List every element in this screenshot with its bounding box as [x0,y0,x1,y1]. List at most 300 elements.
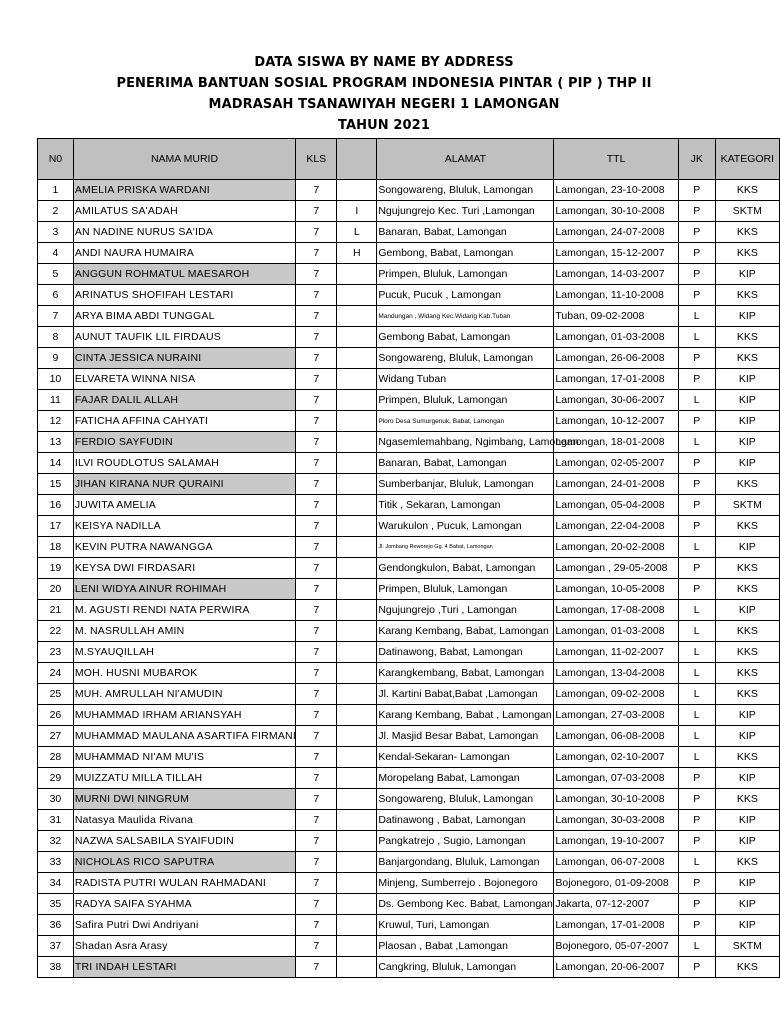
cell-jk: L [678,600,715,621]
cell-ttl: Lamongan, 17-01-2008 [554,915,678,936]
cell-no: 18 [38,537,74,558]
cell-no: 2 [38,201,74,222]
cell-kategori: KKS [715,747,779,768]
cell-alamat: Banaran, Babat, Lamongan [377,222,554,243]
cell-no: 6 [38,285,74,306]
cell-nama: MURNI DWI NINGRUM [73,789,295,810]
cell-extra [337,579,377,600]
cell-alamat: Ngujungrejo Kec. Turi ,Lamongan [377,201,554,222]
table-row [38,894,780,915]
cell-kategori: KIP [715,453,779,474]
cell-jk: P [678,957,715,978]
cell-kategori: KKS [715,621,779,642]
cell-kls: 7 [296,957,337,978]
cell-extra [337,390,377,411]
cell-kls: 7 [296,432,337,453]
cell-kategori: KIP [715,306,779,327]
cell-alamat: Songowareng, Bluluk, Lamongan [377,180,554,201]
cell-extra [337,936,377,957]
cell-ttl: Lamongan, 11-10-2008 [554,285,678,306]
cell-alamat: Jl. Kartini Babat,Babat ,Lamongan [377,684,554,705]
cell-kls: 7 [296,810,337,831]
cell-jk: L [678,642,715,663]
cell-jk: P [678,201,715,222]
cell-kategori: KIP [715,768,779,789]
cell-ttl: Lamongan, 30-10-2008 [554,789,678,810]
cell-jk: L [678,327,715,348]
cell-kls: 7 [296,789,337,810]
cell-no: 22 [38,621,74,642]
table-row [38,642,780,663]
cell-jk: P [678,474,715,495]
cell-kls: 7 [296,663,337,684]
cell-no: 33 [38,852,74,873]
cell-extra [337,789,377,810]
cell-nama: Natasya Maulida Rivana [73,810,295,831]
cell-no: 12 [38,411,74,432]
table-row [38,537,780,558]
cell-extra [337,264,377,285]
cell-nama: JUWITA AMELIA [73,495,295,516]
cell-kls: 7 [296,264,337,285]
cell-extra [337,432,377,453]
cell-extra [337,537,377,558]
cell-kategori: KKS [715,789,779,810]
cell-no: 20 [38,579,74,600]
cell-no: 26 [38,705,74,726]
cell-ttl: Lamongan, 10-12-2007 [554,411,678,432]
cell-kategori: KIP [715,390,779,411]
cell-kls: 7 [296,621,337,642]
cell-nama: MUIZZATU MILLA TILLAH [73,768,295,789]
table-row [38,264,780,285]
table-row [38,915,780,936]
cell-kls: 7 [296,936,337,957]
cell-jk: L [678,726,715,747]
cell-no: 24 [38,663,74,684]
document-title-block [0,52,768,136]
cell-no: 10 [38,369,74,390]
cell-alamat: Plaosan , Babat ,Lamongan [377,936,554,957]
cell-no: 7 [38,306,74,327]
cell-kategori: KIP [715,726,779,747]
cell-nama: FERDIO SAYFUDIN [73,432,295,453]
table-row [38,936,780,957]
cell-kls: 7 [296,180,337,201]
cell-no: 3 [38,222,74,243]
cell-ttl: Lamongan, 24-07-2008 [554,222,678,243]
cell-alamat: Banaran, Babat, Lamongan [377,453,554,474]
cell-extra [337,411,377,432]
table-row [38,600,780,621]
cell-alamat: Warukulon , Pucuk, Lamongan [377,516,554,537]
table-row [38,621,780,642]
cell-no: 4 [38,243,74,264]
header-kategori: KATEGORI [715,139,779,180]
cell-ttl: Lamongan, 30-10-2008 [554,201,678,222]
cell-ttl: Lamongan, 13-04-2008 [554,663,678,684]
cell-jk: P [678,285,715,306]
cell-extra [337,684,377,705]
cell-extra: H [337,243,377,264]
cell-jk: L [678,621,715,642]
cell-no: 31 [38,810,74,831]
cell-no: 5 [38,264,74,285]
cell-ttl: Lamongan, 17-08-2008 [554,600,678,621]
cell-alamat: Karangkembang, Babat, Lamongan [377,663,554,684]
cell-jk: P [678,516,715,537]
cell-nama: MUH. AMRULLAH NI'AMUDIN [73,684,295,705]
title-line-3: MADRASAH TSANAWIYAH NEGERI 1 LAMONGAN [208,97,560,112]
cell-ttl: Lamongan, 26-06-2008 [554,348,678,369]
cell-no: 35 [38,894,74,915]
cell-nama: AUNUT TAUFIK LIL FIRDAUS [73,327,295,348]
cell-jk: L [678,684,715,705]
cell-ttl: Lamongan, 18-01-2008 [554,432,678,453]
cell-kls: 7 [296,516,337,537]
cell-no: 23 [38,642,74,663]
cell-kategori: KIP [715,537,779,558]
cell-jk: P [678,768,715,789]
cell-extra [337,810,377,831]
cell-jk: L [678,663,715,684]
cell-kls: 7 [296,894,337,915]
cell-alamat: Datinawong, Babat, Lamongan [377,642,554,663]
cell-nama: KEYSA DWI FIRDASARI [73,558,295,579]
cell-alamat: Ngujungrejo ,Turi , Lamongan [377,600,554,621]
cell-kls: 7 [296,768,337,789]
cell-jk: P [678,180,715,201]
cell-ttl: Lamongan, 19-10-2007 [554,831,678,852]
cell-ttl: Lamongan, 01-03-2008 [554,327,678,348]
student-table [37,138,780,978]
cell-ttl: Lamongan, 09-02-2008 [554,684,678,705]
cell-jk: P [678,264,715,285]
table-row [38,390,780,411]
cell-alamat: Moropelang Babat, Lamongan [377,768,554,789]
cell-no: 30 [38,789,74,810]
cell-kategori: KKS [715,663,779,684]
cell-ttl: Lamongan, 27-03-2008 [554,705,678,726]
cell-extra [337,558,377,579]
table-row [38,201,780,222]
cell-nama: RADYA SAIFA SYAHMA [73,894,295,915]
table-row [38,852,780,873]
cell-jk: P [678,348,715,369]
cell-jk: L [678,390,715,411]
cell-kls: 7 [296,411,337,432]
cell-ttl: Lamongan, 30-06-2007 [554,390,678,411]
cell-nama: M. NASRULLAH AMIN [73,621,295,642]
cell-ttl: Lamongan, 06-07-2008 [554,852,678,873]
cell-kategori: KKS [715,222,779,243]
cell-nama: NICHOLAS RICO SAPUTRA [73,852,295,873]
cell-no: 19 [38,558,74,579]
cell-nama: ARYA BIMA ABDI TUNGGAL [73,306,295,327]
cell-no: 9 [38,348,74,369]
cell-alamat: Pangkatrejo , Sugio, Lamongan [377,831,554,852]
cell-nama: M. AGUSTI RENDI NATA PERWIRA [73,600,295,621]
cell-nama: KEVIN PUTRA NAWANGGA [73,537,295,558]
cell-ttl: Tuban, 09-02-2008 [554,306,678,327]
cell-ttl: Lamongan, 14-03-2007 [554,264,678,285]
cell-no: 13 [38,432,74,453]
cell-no: 25 [38,684,74,705]
cell-kls: 7 [296,600,337,621]
table-row [38,957,780,978]
cell-kategori: KIP [715,411,779,432]
cell-alamat: Gembong Babat, Lamongan [377,327,554,348]
cell-kls: 7 [296,537,337,558]
cell-jk: L [678,537,715,558]
cell-alamat: Kruwul, Turi, Lamongan [377,915,554,936]
cell-extra: I [337,201,377,222]
table-row [38,558,780,579]
cell-nama: MUHAMMAD MAULANA ASARTIFA FIRMANI [73,726,295,747]
cell-nama: Shadan Asra Arasy [73,936,295,957]
cell-ttl: Jakarta, 07-12-2007 [554,894,678,915]
cell-nama: JIHAN KIRANA NUR QURAINI [73,474,295,495]
cell-alamat: Jl. Jombang Reworejo Gg. 4 Babat, Lamongan [377,537,554,558]
header-nama: NAMA MURID [73,139,295,180]
cell-alamat: Karang Kembang, Babat, Lamongan [377,621,554,642]
cell-jk: P [678,810,715,831]
cell-kls: 7 [296,726,337,747]
cell-jk: P [678,915,715,936]
cell-nama: AMILATUS SA'ADAH [73,201,295,222]
cell-kategori: KKS [715,285,779,306]
cell-extra [337,873,377,894]
cell-extra [337,726,377,747]
cell-alamat: Ngasemlemahbang, Ngimbang, Lamongan [377,432,554,453]
cell-no: 17 [38,516,74,537]
cell-alamat: Songowareng, Bluluk, Lamongan [377,789,554,810]
cell-nama: MOH. HUSNI MUBAROK [73,663,295,684]
cell-alamat: Pucuk, Pucuk , Lamongan [377,285,554,306]
cell-nama: M.SYAUQILLAH [73,642,295,663]
cell-ttl: Lamongan, 02-05-2007 [554,453,678,474]
cell-kls: 7 [296,831,337,852]
table-row [38,348,780,369]
cell-nama: AN NADINE NURUS SA'IDA [73,222,295,243]
cell-ttl: Lamongan, 10-05-2008 [554,579,678,600]
cell-nama: FAJAR DALIL ALLAH [73,390,295,411]
cell-ttl: Lamongan, 23-10-2008 [554,180,678,201]
cell-no: 14 [38,453,74,474]
cell-kategori: SKTM [715,495,779,516]
header-kls: KLS [296,139,337,180]
cell-jk: P [678,222,715,243]
cell-kategori: KIP [715,264,779,285]
table-row [38,873,780,894]
cell-alamat: Primpen, Bluluk, Lamongan [377,390,554,411]
table-row [38,705,780,726]
cell-ttl: Lamongan, 20-06-2007 [554,957,678,978]
cell-extra [337,705,377,726]
cell-extra [337,306,377,327]
table-row [38,453,780,474]
cell-jk: P [678,873,715,894]
table-row [38,243,780,264]
cell-extra [337,180,377,201]
cell-ttl: Lamongan, 05-04-2008 [554,495,678,516]
cell-extra [337,348,377,369]
cell-kls: 7 [296,873,337,894]
cell-no: 36 [38,915,74,936]
cell-nama: Safira Putri Dwi Andriyani [73,915,295,936]
cell-kls: 7 [296,243,337,264]
cell-jk: P [678,243,715,264]
cell-kategori: KKS [715,243,779,264]
cell-ttl: Lamongan, 17-01-2008 [554,369,678,390]
cell-kls: 7 [296,285,337,306]
cell-kategori: KKS [715,642,779,663]
cell-kls: 7 [296,642,337,663]
cell-jk: P [678,369,715,390]
cell-kls: 7 [296,306,337,327]
table-row [38,432,780,453]
cell-kategori: SKTM [715,201,779,222]
cell-kls: 7 [296,348,337,369]
cell-alamat: Kendal-Sekaran- Lamongan [377,747,554,768]
cell-extra [337,495,377,516]
cell-ttl: Lamongan, 01-03-2008 [554,621,678,642]
cell-no: 27 [38,726,74,747]
table-row [38,831,780,852]
cell-jk: P [678,495,715,516]
cell-kls: 7 [296,453,337,474]
cell-kls: 7 [296,222,337,243]
cell-no: 15 [38,474,74,495]
cell-ttl: Lamongan, 07-03-2008 [554,768,678,789]
cell-extra [337,747,377,768]
table-row [38,663,780,684]
table-row [38,411,780,432]
cell-alamat: Gendongkulon, Babat, Lamongan [377,558,554,579]
cell-no: 28 [38,747,74,768]
cell-alamat: Banjargondang, Bluluk, Lamongan [377,852,554,873]
cell-ttl: Lamongan, 30-03-2008 [554,810,678,831]
cell-ttl: Lamongan, 22-04-2008 [554,516,678,537]
cell-ttl: Lamongan, 06-08-2008 [554,726,678,747]
cell-ttl: Lamongan, 15-12-2007 [554,243,678,264]
cell-extra [337,621,377,642]
cell-ttl: Lamongan, 02-10-2007 [554,747,678,768]
table-row [38,222,780,243]
cell-alamat: Ploro Desa Sumurgenuk, Babat, Lamongan [377,411,554,432]
cell-extra [337,474,377,495]
cell-nama: NAZWA SALSABILA SYAIFUDIN [73,831,295,852]
cell-kls: 7 [296,369,337,390]
cell-kategori: KKS [715,684,779,705]
cell-alamat: Titik , Sekaran, Lamongan [377,495,554,516]
cell-extra [337,915,377,936]
cell-kategori: KIP [715,369,779,390]
header-blank [337,139,377,180]
cell-alamat: Ds. Gembong Kec. Babat, Lamongan [377,894,554,915]
cell-nama: MUHAMMAD IRHAM ARIANSYAH [73,705,295,726]
cell-jk: L [678,306,715,327]
cell-kategori: KIP [715,705,779,726]
cell-extra [337,516,377,537]
cell-extra: L [337,222,377,243]
cell-ttl: Lamongan, 24-01-2008 [554,474,678,495]
cell-jk: P [678,579,715,600]
table-row [38,495,780,516]
cell-extra [337,852,377,873]
cell-nama: FATICHA AFFINA CAHYATI [73,411,295,432]
table-row [38,747,780,768]
cell-jk: P [678,558,715,579]
cell-nama: ANDI NAURA HUMAIRA [73,243,295,264]
cell-jk: P [678,894,715,915]
cell-kategori: KIP [715,810,779,831]
cell-kategori: KKS [715,327,779,348]
table-row [38,768,780,789]
table-row [38,789,780,810]
cell-kategori: KKS [715,474,779,495]
cell-extra [337,285,377,306]
title-line-2: PENERIMA BANTUAN SOSIAL PROGRAM INDONESIA PINTAR ( PIP ) THP II [116,76,652,91]
cell-alamat: Songowareng, Bluluk, Lamongan [377,348,554,369]
header-alamat: ALAMAT [377,139,554,180]
cell-kategori: KKS [715,558,779,579]
cell-nama: MUHAMMAD NI'AM MU'IS [73,747,295,768]
cell-jk: P [678,453,715,474]
cell-nama: ILVI ROUDLOTUS SALAMAH [73,453,295,474]
cell-kls: 7 [296,579,337,600]
table-row [38,810,780,831]
cell-jk: P [678,789,715,810]
cell-no: 21 [38,600,74,621]
cell-nama: RADISTA PUTRI WULAN RAHMADANI [73,873,295,894]
cell-kls: 7 [296,705,337,726]
cell-kls: 7 [296,558,337,579]
cell-alamat: Cangkring, Bluluk, Lamongan [377,957,554,978]
cell-alamat: Gembong, Babat, Lamongan [377,243,554,264]
cell-nama: LENI WIDYA AINUR ROHIMAH [73,579,295,600]
header-jk: JK [678,139,715,180]
cell-ttl: Lamongan, 11-02-2007 [554,642,678,663]
cell-no: 11 [38,390,74,411]
header-ttl: TTL [554,139,678,180]
cell-ttl: Bojonegoro, 01-09-2008 [554,873,678,894]
cell-kls: 7 [296,915,337,936]
cell-extra [337,453,377,474]
cell-jk: L [678,936,715,957]
cell-kategori: KIP [715,432,779,453]
table-row [38,285,780,306]
cell-alamat: Karang Kembang, Babat , Lamongan [377,705,554,726]
cell-no: 37 [38,936,74,957]
cell-extra [337,642,377,663]
cell-kategori: KIP [715,873,779,894]
cell-ttl: Lamongan , 29-05-2008 [554,558,678,579]
cell-kategori: KIP [715,894,779,915]
cell-nama: CINTA JESSICA NURAINI [73,348,295,369]
table-row [38,726,780,747]
title-line-1: DATA SISWA BY NAME BY ADDRESS [254,55,514,70]
cell-alamat: Datinawong , Babat, Lamongan [377,810,554,831]
cell-nama: TRI INDAH LESTARI [73,957,295,978]
cell-extra [337,957,377,978]
cell-nama: ANGGUN ROHMATUL MAESAROH [73,264,295,285]
cell-no: 16 [38,495,74,516]
cell-kls: 7 [296,852,337,873]
cell-extra [337,768,377,789]
cell-kls: 7 [296,495,337,516]
cell-jk: L [678,705,715,726]
